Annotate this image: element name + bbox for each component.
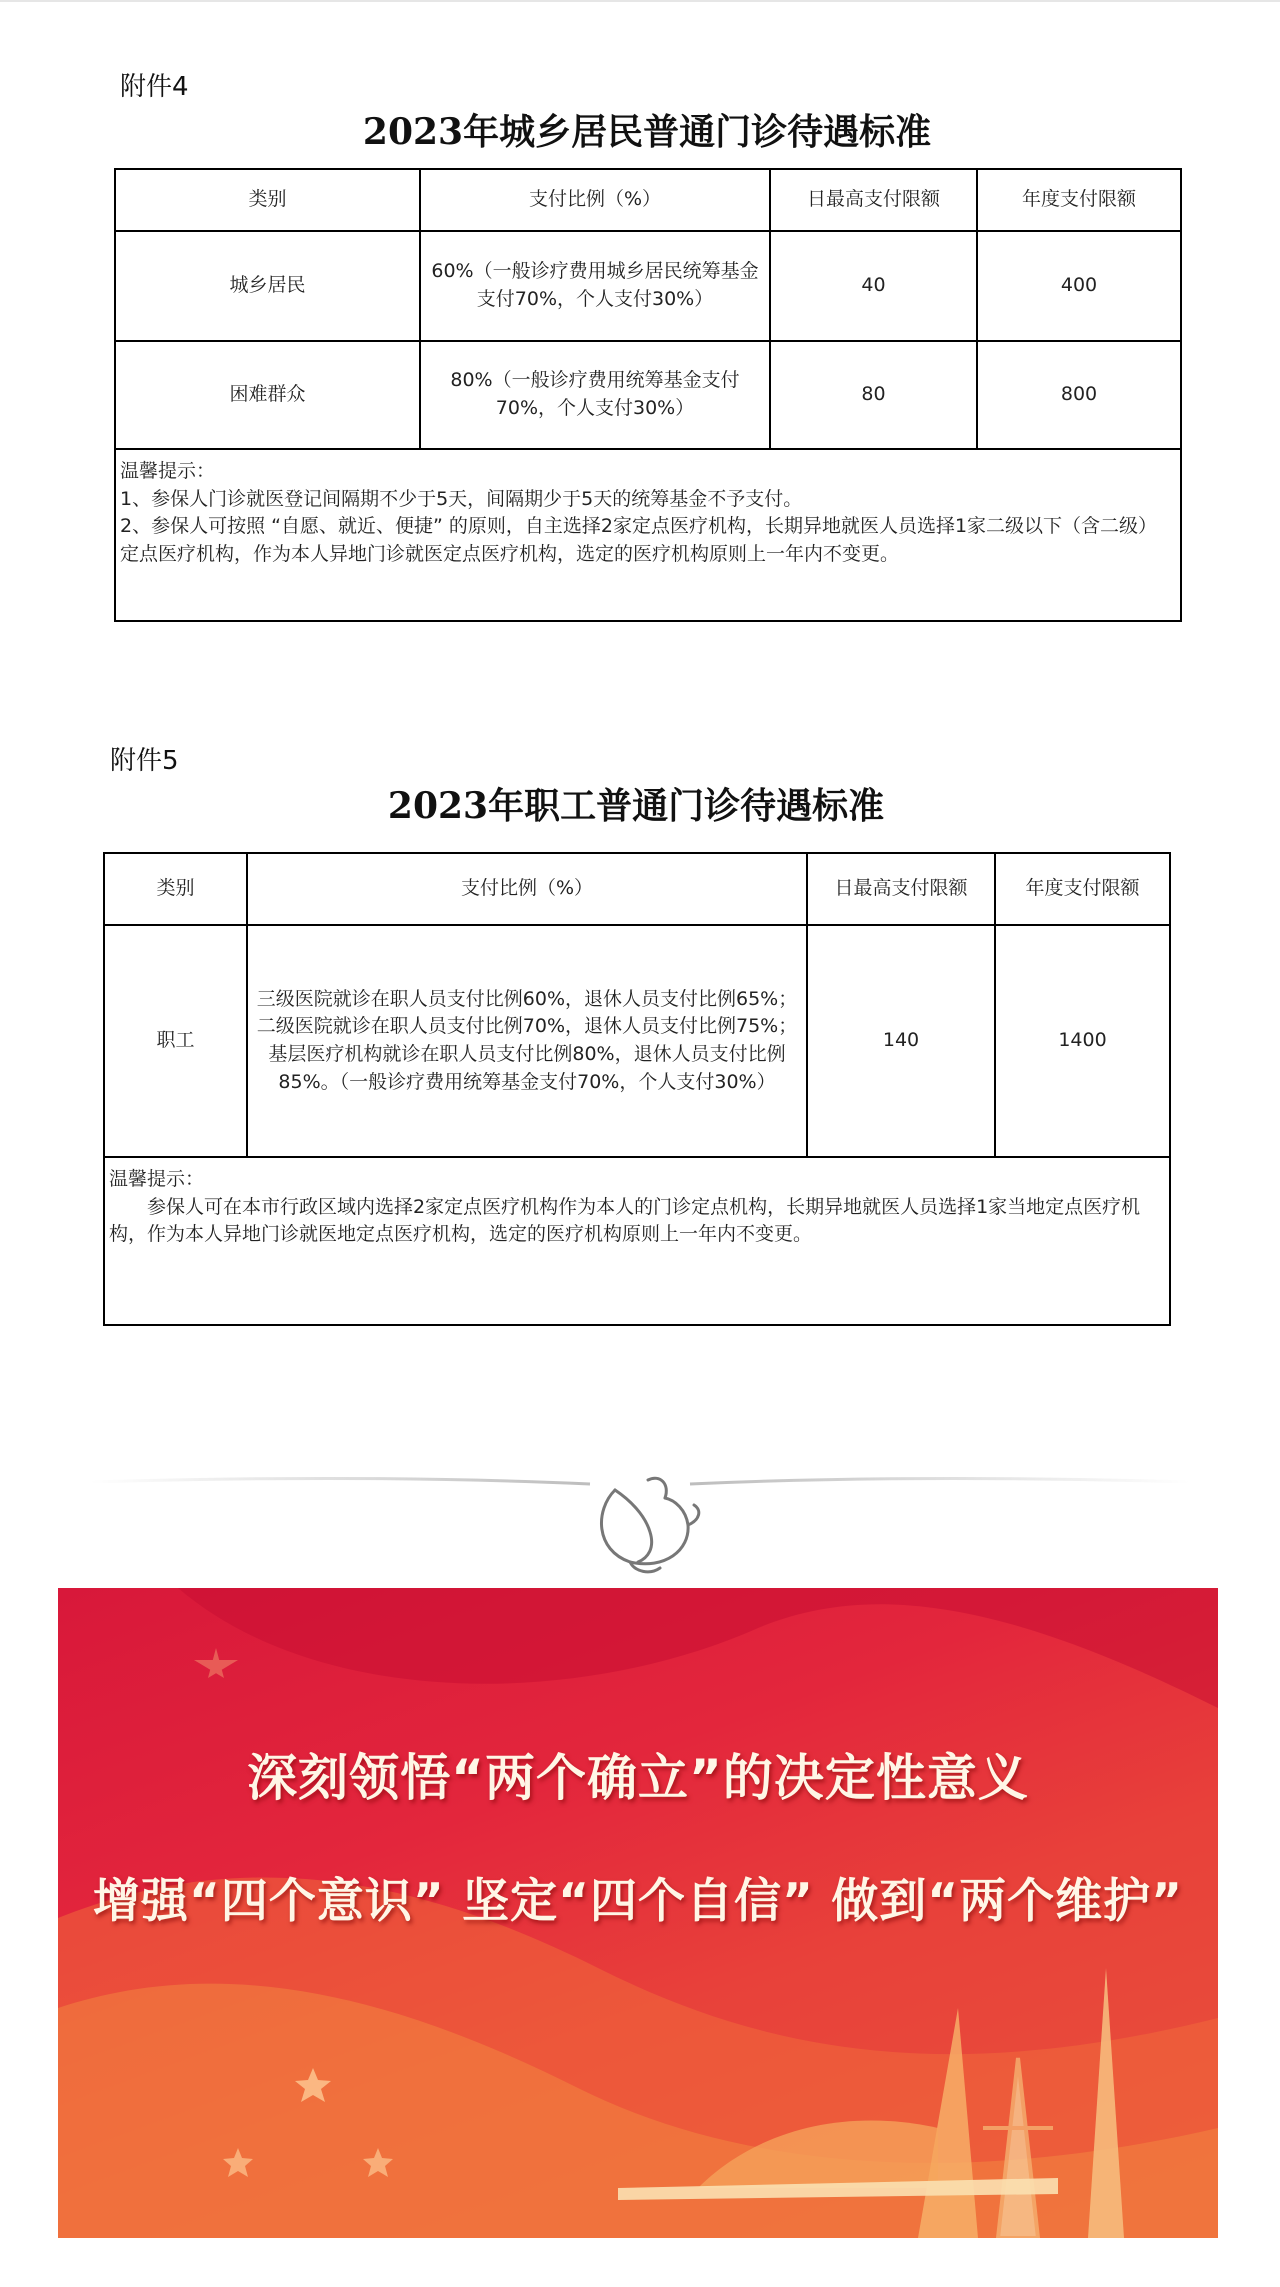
firework-icon <box>194 1648 238 1678</box>
tips-line-1: 1、参保人门诊就医登记间隔期不少于5天，间隔期少于5天的统筹基金不予支付。 <box>120 487 803 510</box>
cell-daily-limit: 40 <box>770 231 977 341</box>
attachment-4-table <box>114 168 1182 622</box>
tips-row <box>104 1157 1170 1325</box>
cell-ratio: 三级医院就诊在职人员支付比例60%，退休人员支付比例65%；二级医院就诊在职人员支付比例70%，退休人员支付比例75%；基层医疗机构就诊在职人员支付比例80%，退休人员支付比例85%。（一般诊疗费用统筹基金支付70%，个人支付30%） <box>247 925 807 1157</box>
table-row <box>115 341 1181 449</box>
table-header-row <box>104 853 1170 925</box>
banner <box>58 1588 1218 2238</box>
table-row <box>115 231 1181 341</box>
table-row <box>104 925 1170 1157</box>
tips-cell <box>115 449 1181 621</box>
cell-annual-limit: 400 <box>977 231 1181 341</box>
flower-divider <box>90 1470 1190 1580</box>
tips-row <box>115 449 1181 621</box>
banner-slogan-line-2: 增强“四个意识” 坚定“四个自信” 做到“两个维护” <box>92 1874 1184 1929</box>
flower-icon <box>601 1478 698 1572</box>
attachment-4-label: 附件4 <box>120 72 189 102</box>
cell-ratio: 80%（一般诊疗费用统筹基金支付70%，个人支付30%） <box>420 341 770 449</box>
header-annual-limit: 年度支付限额 <box>977 169 1181 231</box>
divider-line-left <box>90 1478 590 1484</box>
header-category: 类别 <box>115 169 420 231</box>
cell-category: 城乡居民 <box>115 231 420 341</box>
tips-line-2: 2、参保人可按照 “自愿、就近、便捷” 的原则，自主选择2家定点医疗机构，长期异地就医人员选择1家二级以下（含二级）定点医疗机构，作为本人异地门诊就医定点医疗机构，选定的医疗机构原则上一年内不变更。 <box>120 515 1158 565</box>
tips-heading: 温馨提示： <box>109 1168 205 1190</box>
attachment-5-table <box>103 852 1171 1326</box>
header-category: 类别 <box>104 853 247 925</box>
cell-category: 困难群众 <box>115 341 420 449</box>
cell-daily-limit: 140 <box>807 925 995 1157</box>
cell-annual-limit: 800 <box>977 341 1181 449</box>
attachment-5-title: 2023年职工普通门诊待遇标准 <box>387 785 885 827</box>
header-ratio: 支付比例（%） <box>247 853 807 925</box>
header-daily-limit: 日最高支付限额 <box>807 853 995 925</box>
cell-ratio: 60%（一般诊疗费用城乡居民统筹基金支付70%，个人支付30%） <box>420 231 770 341</box>
tips-heading: 温馨提示： <box>120 460 216 482</box>
header-ratio: 支付比例（%） <box>420 169 770 231</box>
attachment-5-label: 附件5 <box>110 746 179 776</box>
tips-line-1: 参保人可在本市行政区域内选择2家定点医疗机构作为本人的门诊定点机构，长期异地就医人员选择1家当地定点医疗机构，作为本人异地门诊就医地定点医疗机构，选定的医疗机构原则上一年内不变更。 <box>109 1195 1141 1246</box>
attachment-4-title: 2023年城乡居民普通门诊待遇标准 <box>362 111 932 153</box>
cell-daily-limit: 80 <box>770 341 977 449</box>
top-border <box>0 0 1280 2</box>
cell-category: 职工 <box>104 925 247 1157</box>
divider-line-right <box>690 1478 1190 1484</box>
cell-annual-limit: 1400 <box>995 925 1170 1157</box>
tips-cell <box>104 1157 1170 1325</box>
header-daily-limit: 日最高支付限额 <box>770 169 977 231</box>
table-header-row <box>115 169 1181 231</box>
banner-slogan-line-1: 深刻领悟“两个确立”的决定性意义 <box>247 1749 1029 1807</box>
header-annual-limit: 年度支付限额 <box>995 853 1170 925</box>
